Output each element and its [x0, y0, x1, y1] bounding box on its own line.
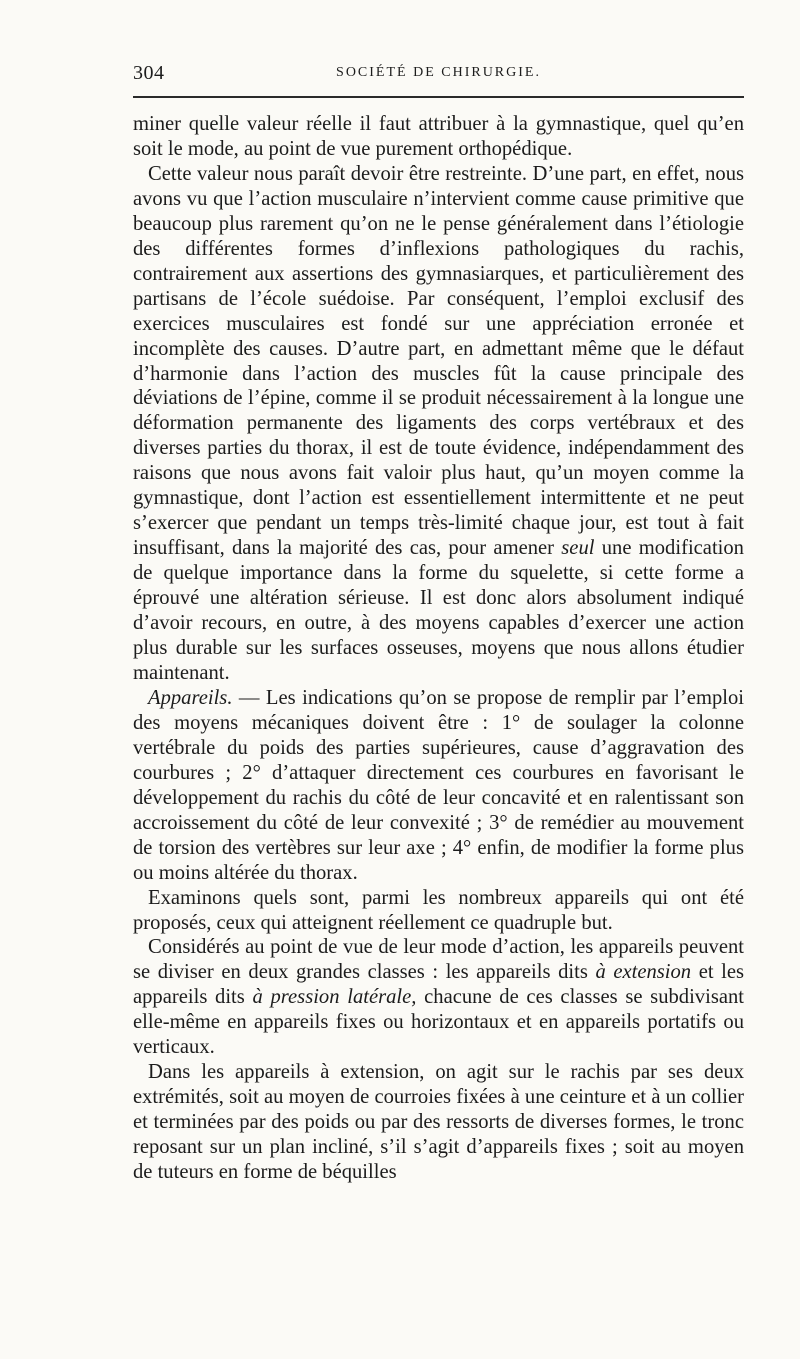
- paragraph-text: — Les indications qu’on se propose de remplir par l’emploi des moyens mécaniques doivent être : 1° de soulager la colonne vertébrale du poids des parties supérieures, cause d’aggravation des courbures ; 2° d’attaquer directement ces courbures en favorisant le développement du rachis du côté de leur concavité et en ralentissant son accroissement du côté de leur convexité ; 3° de remédier au mouvement de torsion des vertèbres sur leur axe ; 4° enfin, de modifier la forme plus ou moins altérée du thorax.: [133, 686, 744, 884]
- page-number: 304: [133, 62, 165, 84]
- running-title: SOCIÉTÉ DE CHIRURGIE.: [336, 65, 541, 80]
- paragraph-4: [133, 886, 744, 936]
- paragraph-5: [133, 935, 744, 1060]
- paragraph-2: [133, 162, 744, 686]
- paragraph-text: Dans les appareils à extension, on agit sur le rachis par ses deux extrémités, soit au moyen de courroies fixées à une ceinture et à un collier et terminées par des poids ou par des ressorts de diverses formes, le tronc reposant sur un plan incliné, s’il s’agit d’appareils fixes ; soit au moyen de tuteurs en forme de béquilles: [133, 1061, 744, 1184]
- page-body: [133, 112, 744, 1185]
- italic-term-pression: à pression latérale,: [252, 986, 417, 1009]
- header-rule: [133, 96, 744, 98]
- paragraph-3: [133, 686, 744, 886]
- paragraph-text-mid: et les appareils dits: [133, 961, 745, 1009]
- paragraph-text-continued: chacune de ces classes se subdivisant elle-même en appareils fixes ou horizontaux et en appareils portatifs ou verticaux.: [133, 986, 744, 1059]
- paragraph-text: miner quelle valeur réelle il faut attribuer à la gymnastique, quel qu’en soit le mode, au point de vue purement orthopédique.: [133, 113, 744, 160]
- paragraph-text-continued: une modification de quelque importance dans la forme du squelette, si cette forme a éprouvé une altération sérieuse. Il est donc alors absolument indiqué d’avoir recours, en outre, à des moyens capables d’exercer une action plus durable sur les surfaces osseuses, moyens que nous allons étudier maintenant.: [133, 537, 744, 684]
- italic-emphasis: seul: [561, 537, 595, 560]
- paragraph-text: Cette valeur nous paraît devoir être restreinte. D’une part, en effet, nous avons vu que l’action musculaire n’intervient comme cause primitive que beaucoup plus rarement qu’on ne le pense généralement dans l’étiologie des différentes formes d’inflexions pathologiques du rachis, contrairement aux assertions des gymnasiarques, et particulièrement des partisans de l’école suédoise. Par conséquent, l’emploi exclusif des exercices musculaires est fondé sur une appréciation erronée et incomplète des causes. D’autre part, en admettant même que le défaut d’harmonie dans l’action des muscles fût la cause principale des déviations de l’épine, comme il se produit nécessairement à la longue une déformation permanente des ligaments des corps vertébraux et des diverses parties du thorax, il est de toute évidence, indépendamment des raisons que nous avons fait valoir plus haut, qu’un moyen comme la gymnastique, dont l’action est essentiellement intermittente et ne peut s’exercer que pendant un temps très-limité chaque jour, est tout à fait insuffisant, dans la majorité des cas, pour amener: [133, 162, 744, 560]
- paragraph-text: Examinons quels sont, parmi les nombreux appareils qui ont été proposés, ceux qui atteignent réellement ce quadruple but.: [133, 886, 744, 934]
- page-header: [133, 60, 744, 86]
- paragraph-6: [133, 1060, 744, 1185]
- paragraph-1: [133, 112, 744, 162]
- italic-term-extension: à extension: [595, 961, 692, 984]
- paragraph-text: Considérés au point de vue de leur mode d’action, les appareils peuvent se diviser en deux grandes classes : les appareils dits: [133, 936, 744, 984]
- section-heading: Appareils.: [148, 686, 233, 709]
